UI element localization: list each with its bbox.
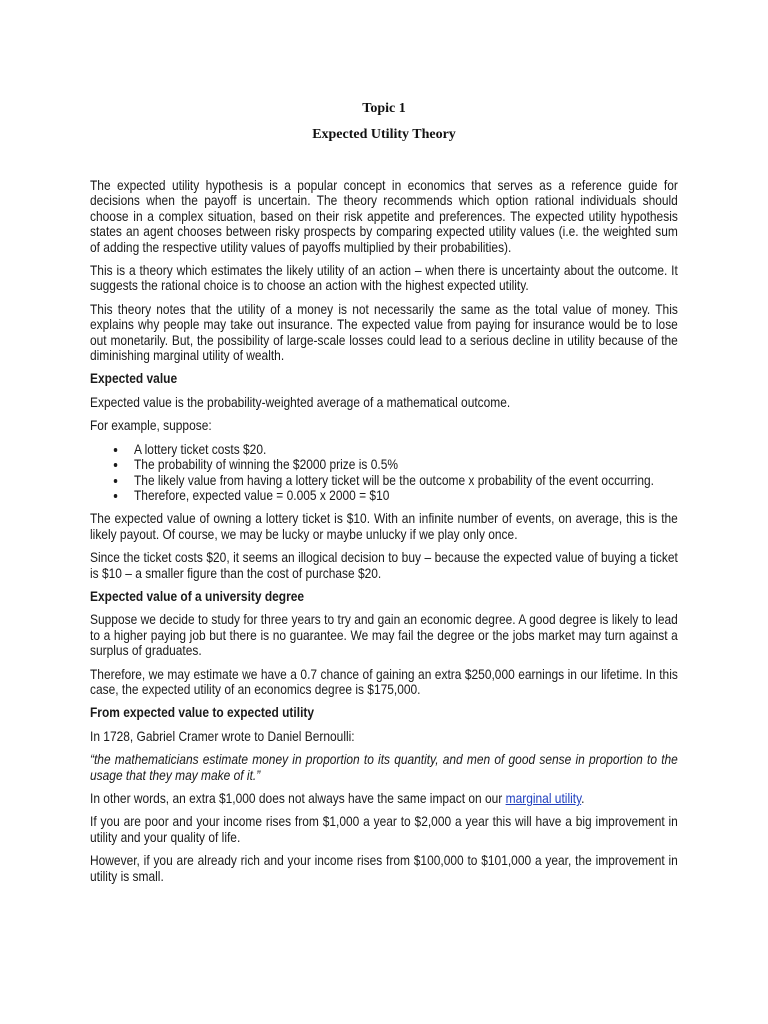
paragraph: In 1728, Gabriel Cramer wrote to Daniel Bernoulli: [90, 728, 355, 744]
section-heading: Expected value of a university degree [90, 588, 305, 604]
paragraph: This theory notes that the utility of a money is not necessarily the same as the total value of money. This explains why people may take out insurance. The expected value from paying for insurance would be to lose out monetarily. But, the possibility of large-scale losses could lead to a serious decline in utility because of the diminishing marginal utility of wealth. [90, 301, 678, 364]
text: . [581, 791, 585, 806]
quote-text: “the mathematicians estimate money in proportion to its quantity, and men of good sense in proportion to the usage that they may make of it.” [90, 752, 678, 783]
paragraph: This is a theory which estimates the likely utility of an action – when there is uncertainty about the outcome. It suggests the rational choice is to choose an action with the highest expected utility. [90, 263, 678, 294]
paragraph: Therefore, we may estimate we have a 0.7 chance of gaining an extra $250,000 earnings in our lifetime. In this case, the expected utility of an economics degree is $175,000. [90, 666, 678, 697]
topic-label: Topic 1 [362, 101, 406, 116]
bullet-list [90, 442, 678, 504]
paragraph: Since the ticket costs $20, it seems an illogical decision to buy – because the expected value of buying a ticket is $10 – a smaller figure than the cost of purchase $20. [90, 550, 678, 581]
paragraph: The expected utility hypothesis is a popular concept in economics that serves as a reference guide for decisions when the payoff is uncertain. The theory recommends which option rational individuals should choose in a complex situation, based on their risk appetite and preferences. The expected utility hypothesis states an agent chooses between risky prospects by comparing expected utility values (i.e. the weighted sum of adding the respective utility values of payoffs multiplied by their probabilities). [90, 178, 678, 255]
paragraph: If you are poor and your income rises from $1,000 a year to $2,000 a year this will have a big improvement in utility and your quality of life. [90, 814, 678, 845]
paragraph: The expected value of owning a lottery ticket is $10. With an infinite number of events, on average, this is the likely payout. Of course, we may be lucky or maybe unlucky if we play only once. [90, 511, 678, 542]
paragraph [90, 791, 678, 806]
quote [90, 752, 678, 783]
list-item: • The likely value from having a lottery ticket will be the outcome x probability of the event occurring. [127, 473, 678, 488]
section-heading: Expected value [90, 371, 178, 387]
list-item: • Therefore, expected value = 0.005 x 2000 = $10 [127, 488, 678, 503]
section-heading: From expected value to expected utility [90, 705, 315, 721]
paragraph: Suppose we decide to study for three years to try and gain an economic degree. A good degree is likely to lead to a higher paying job but there is no guarantee. We may fail the degree or the jobs market may turn against a surplus of graduates. [90, 612, 678, 659]
paragraph: Expected value is the probability-weighted average of a mathematical outcome. [90, 394, 511, 410]
list-item: • The probability of winning the $2000 prize is 0.5% [127, 457, 678, 472]
text: In other words, an extra $1,000 does not always have the same impact on our [90, 791, 506, 806]
marginal-utility-link[interactable]: marginal utility [505, 791, 582, 806]
list-item: • A lottery ticket costs $20. [127, 442, 678, 457]
document-body [90, 178, 678, 892]
document-title: Expected Utility Theory [312, 127, 456, 142]
paragraph: However, if you are already rich and your income rises from $100,000 to $101,000 a year, the improvement in utility is small. [90, 853, 678, 884]
paragraph: For example, suppose: [90, 418, 212, 434]
